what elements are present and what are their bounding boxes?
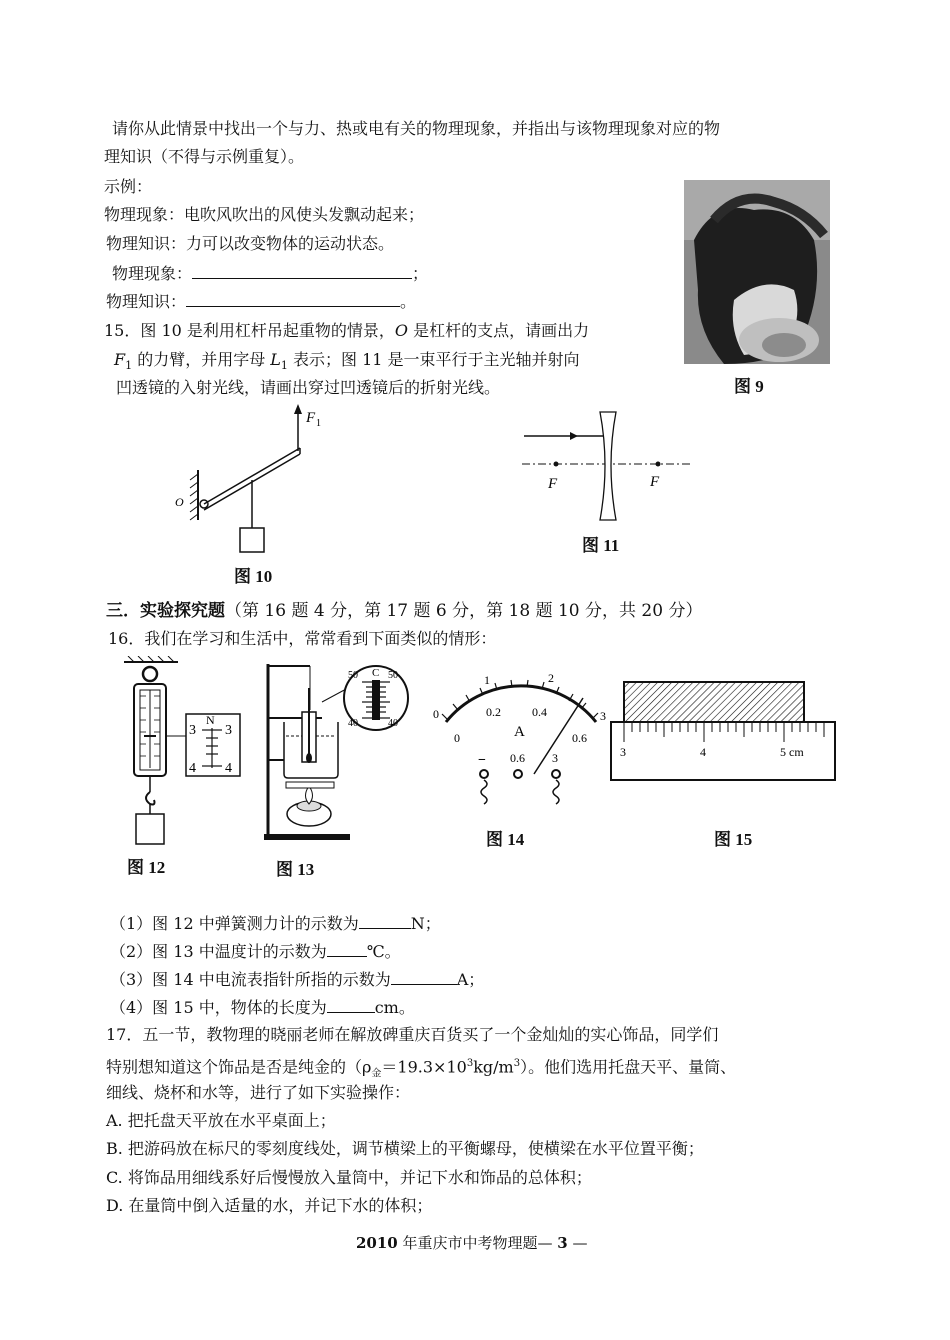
- q15-line1-a: 15．图 10 是利用杠杆吊起重物的情景，: [104, 321, 395, 340]
- q15-line2-f: 表示；图 11 是一束平行于主光轴并射向: [287, 350, 580, 369]
- scale-bottom-04: 0.4: [532, 705, 547, 719]
- fig10-lever-diagram: [160, 400, 350, 560]
- fig13-caption: 图 13: [276, 860, 315, 879]
- q17-exp: 3: [466, 1058, 474, 1069]
- q15-line2-c: 的力臂，并用字母: [132, 350, 271, 369]
- scale-bottom-02: 0.2: [486, 705, 501, 719]
- q15-arm-letter: L: [270, 350, 281, 369]
- q17-line3: 细线、烧杯和水等，进行了如下实验操作：: [106, 1083, 411, 1102]
- footer-dash: —: [567, 1234, 588, 1252]
- fig11-caption: 图 11: [582, 536, 620, 555]
- phenomenon-end: ；: [412, 264, 429, 283]
- knowledge-blank[interactable]: [186, 290, 400, 307]
- q15-arm-sub: 1: [280, 359, 288, 373]
- inset-left-3: 3: [189, 723, 196, 738]
- q14-line2: 理知识（不得与示例重复）。: [104, 147, 305, 166]
- q16-sub3-blank[interactable]: [391, 968, 457, 985]
- fig10-caption: 图 10: [234, 567, 273, 586]
- focus-right-label: F: [650, 474, 660, 490]
- inset-top-right-50: 50: [388, 670, 398, 681]
- focus-left-dot: [554, 462, 559, 467]
- q16-sub3-text: （3）图 14 中电流表指针所指的示数为: [110, 970, 391, 989]
- q16-sub4-text: （4）图 15 中，物体的长度为: [110, 998, 327, 1017]
- q16-sub4-unit: cm。: [374, 998, 415, 1017]
- knowledge-label: 物理知识：: [106, 292, 187, 311]
- q16-sub4: [110, 996, 415, 1019]
- unit-a: A: [514, 724, 525, 740]
- fig14-caption: 图 14: [486, 830, 525, 849]
- phenomenon-answer-line: [112, 262, 428, 285]
- force-f1-label: F: [306, 410, 316, 426]
- inset-right-3: 3: [225, 723, 232, 738]
- q17-exp2: 3: [513, 1058, 521, 1069]
- q15-line2: [114, 349, 580, 377]
- q15-force-letter: F: [114, 350, 126, 369]
- q17-step-a: A. 把托盘天平放在水平桌面上；: [106, 1111, 336, 1130]
- scale-top-3: 3: [600, 709, 606, 723]
- section3-title: 三．实验探究题: [106, 601, 225, 620]
- top-ring: [143, 667, 157, 681]
- q15-line3: 凹透镜的入射光线，请画出穿过凹透镜后的折射光线。: [116, 378, 501, 397]
- footer-page-number: 3: [557, 1234, 568, 1252]
- q17-line2-a: 特别想知道这个饰品是否是纯金的（ρ: [106, 1057, 372, 1077]
- q17-line2: [106, 1053, 736, 1086]
- q16-sub2: [110, 940, 401, 963]
- q17-step-c: C. 将饰品用细线系好后慢慢放入量筒中，并记下水和饰品的总体积；: [106, 1168, 592, 1187]
- terminal-3-label: 3: [552, 751, 558, 765]
- q16-sub1-blank[interactable]: [359, 912, 411, 929]
- inset-unit-n: N: [206, 713, 215, 727]
- fig14-ammeter: [428, 664, 614, 814]
- scale-top-2: 2: [548, 671, 554, 685]
- fig12-caption: 图 12: [127, 858, 166, 877]
- inset-right-4: 4: [225, 761, 232, 776]
- phenomenon-blank[interactable]: [192, 262, 412, 279]
- hook: [146, 792, 155, 805]
- force-f1-sub: 1: [316, 418, 321, 429]
- q15-line1-c: 是杠杆的支点，请画出力: [408, 321, 590, 340]
- q16-sub2-unit: ℃。: [366, 942, 401, 961]
- footer-year: 2010: [356, 1234, 398, 1252]
- example-knowledge: 物理知识：力可以改变物体的运动状态。: [106, 234, 395, 253]
- section3-heading: [106, 600, 702, 622]
- terminal-06[interactable]: [514, 770, 522, 778]
- focus-right-dot: [656, 462, 661, 467]
- example-label: 示例：: [104, 177, 153, 196]
- inset-left-4: 4: [189, 761, 196, 776]
- q17-line2-c: kg/m: [473, 1057, 514, 1077]
- scale-bottom-06: 0.6: [572, 731, 587, 745]
- q17-step-d: D. 在量筒中倒入适量的水，并记下水的体积；: [106, 1196, 433, 1215]
- q14-line1: 请你从此情景中找出一个与力、热或电有关的物理现象，并指出与该物理现象对应的物: [112, 119, 721, 138]
- q16-sub3-unit: A；: [456, 970, 485, 989]
- q17-line1: 17．五一节，教物理的晓丽老师在解放碑重庆百货买了一个金灿灿的实心饰品，同学们: [106, 1025, 719, 1044]
- q15-pivot-letter: O: [394, 321, 409, 340]
- inset-unit-c: C: [372, 667, 380, 679]
- q16-sub4-blank[interactable]: [327, 996, 375, 1013]
- q17-line2-b: ＝19.3×10: [381, 1057, 467, 1077]
- inset-bottom-right-40: 40: [388, 718, 398, 729]
- q16-intro: 16．我们在学习和生活中，常常看到下面类似的情形：: [108, 629, 497, 648]
- fig15-ruler: [610, 680, 836, 784]
- scale-top-1: 1: [484, 673, 490, 687]
- inset-top-left-50: 50: [348, 670, 358, 681]
- fig13-thermometer-setup: [262, 656, 412, 846]
- q16-sub1-text: （1）图 12 中弹簧测力计的示数为: [110, 914, 359, 933]
- measured-object: [624, 682, 804, 722]
- phenomenon-label: 物理现象：: [112, 264, 193, 283]
- scale-zero: 0: [433, 707, 439, 721]
- q16-sub3: [110, 968, 484, 991]
- load-block: [240, 528, 264, 552]
- example-phenomenon: 物理现象：电吹风吹出的风使头发飘动起来；: [104, 205, 425, 224]
- terminal-06-label: 0.6: [510, 751, 525, 765]
- flame: [306, 786, 313, 804]
- ruler-label-5cm: 5 cm: [780, 745, 804, 759]
- wall-hatch: [190, 470, 198, 520]
- concave-lens: [600, 412, 616, 520]
- fig9-photo: [684, 180, 830, 364]
- q16-sub2-blank[interactable]: [327, 940, 367, 957]
- q17-step-b: B. 把游码放在标尺的零刻度线处，调节横梁上的平衡螺母，使横梁在水平位置平衡；: [106, 1139, 704, 1158]
- q17-line2-d: ）。他们选用托盘天平、量筒、: [520, 1057, 737, 1077]
- knowledge-end: 。: [400, 292, 417, 311]
- knowledge-answer-line: [106, 290, 416, 313]
- pivot-o-label: O: [175, 495, 184, 509]
- ruler-label-4: 4: [700, 745, 706, 759]
- weight-block: [136, 814, 164, 844]
- q17-density-sub: 金: [371, 1068, 382, 1080]
- terminal-minus[interactable]: [480, 770, 488, 778]
- ammeter-scale-arc: [446, 686, 596, 722]
- page-footer: [356, 1232, 588, 1254]
- footer-text: 年重庆市中考物理题—: [397, 1234, 558, 1252]
- fig12-spring-scale: [120, 656, 250, 852]
- fig11-lens-diagram: [520, 410, 700, 530]
- inset-bottom-left-40: 40: [348, 718, 358, 729]
- scale-bottom-0: 0: [454, 731, 460, 745]
- terminal-3[interactable]: [552, 770, 560, 778]
- q15-line1: [104, 320, 589, 342]
- fig9-caption: 图 9: [734, 377, 764, 396]
- focus-left-label: F: [548, 476, 558, 492]
- stand-base: [264, 834, 350, 840]
- q16-sub1-unit: N；: [410, 914, 441, 933]
- q16-sub1: [110, 912, 441, 935]
- terminal-minus-label: −: [478, 753, 486, 768]
- q16-sub2-text: （2）图 13 中温度计的示数为: [110, 942, 327, 961]
- section3-points: （第 16 题 4 分，第 17 题 6 分，第 18 题 10 分，共 20 分）: [225, 601, 703, 621]
- fig15-caption: 图 15: [714, 830, 753, 849]
- ruler-label-3: 3: [620, 745, 626, 759]
- q15-force-sub: 1: [125, 359, 133, 373]
